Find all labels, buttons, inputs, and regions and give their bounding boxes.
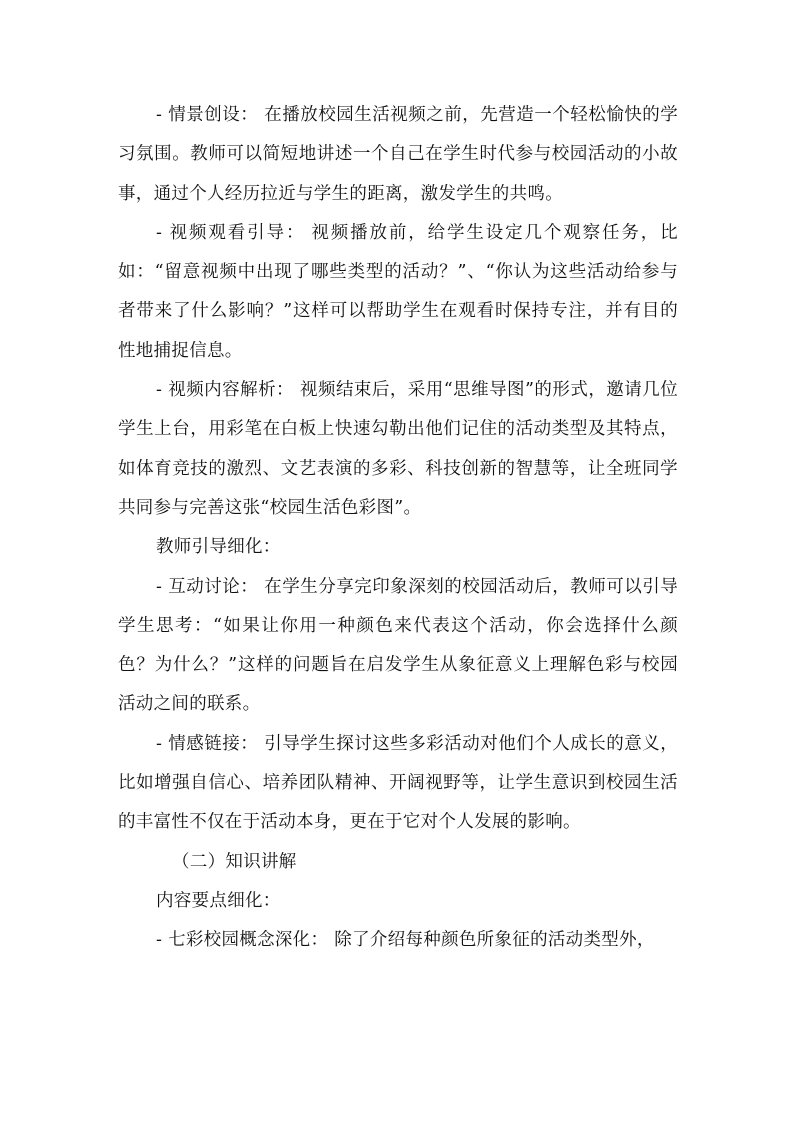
paragraph-lead: - 视频观看引导： [156, 222, 306, 243]
paragraph-text: 除了介绍每种颜色所象征的活动类型外， [334, 930, 655, 951]
section-heading-knowledge [118, 843, 678, 882]
paragraph-text: 视频播放前，给学生设定几个观察任务，比如：“留意视频中出现了哪些类型的活动？”、“你认为这些活动给参与者带来了什么影响？”这样可以帮助学生在观看时保持专注，并有目的性地捕捉信息。 [118, 222, 678, 361]
paragraph-text: 在学生分享完印象深刻的校园活动后，教师可以引导学生思考：“如果让你用一种颜色来代表这个活动，你会选择什么颜色？为什么？”这样的问题旨在启发学生从象征意义上理解色彩与校园活动之间的联系。 [118, 576, 678, 715]
paragraph-lead: - 七彩校园概念深化： [156, 930, 329, 951]
paragraph-colorful-campus-concept [118, 921, 678, 960]
paragraph-emotional-link [118, 725, 678, 843]
paragraph-video-analysis [118, 371, 678, 528]
paragraph-video-guidance [118, 214, 678, 371]
paragraph-teacher-guidance-heading [118, 528, 678, 567]
paragraph-content-points-heading [118, 882, 678, 921]
paragraph-lead: - 互动讨论： [156, 576, 259, 597]
paragraph-text: 教师引导细化： [156, 537, 281, 558]
paragraph-text: 在播放校园生活视频之前，先营造一个轻松愉快的学习氛围。教师可以简短地讲述一个自己在学生时代参与校园活动的小故事，通过个人经历拉近与学生的距离，激发学生的共鸣。 [118, 105, 678, 204]
paragraph-text: 内容要点细化： [156, 890, 281, 911]
paragraph-text: 引导学生探讨这些多彩活动对他们个人成长的意义，比如增强自信心、培养团队精神、开阔视野等，让学生意识到校园生活的丰富性不仅在于活动本身，更在于它对个人发展的影响。 [118, 733, 678, 833]
paragraph-lead: - 视频内容解析： [156, 380, 295, 401]
paragraph-interactive-discussion [118, 568, 678, 725]
section-heading-text: （二）知识讲解 [172, 851, 297, 872]
paragraph-scene-setting [118, 96, 678, 214]
paragraph-lead: - 情感链接： [156, 733, 259, 754]
paragraph-text: 视频结束后，采用“思维导图”的形式，邀请几位学生上台，用彩笔在白板上快速勾勒出他们记住的活动类型及其特点，如体育竞技的激烈、文艺表演的多彩、科技创新的智慧等，让全班同学共同参与完善这张“校园生活色彩图”。 [118, 380, 678, 518]
paragraph-lead: - 情景创设： [156, 105, 259, 125]
document-body [118, 96, 678, 961]
